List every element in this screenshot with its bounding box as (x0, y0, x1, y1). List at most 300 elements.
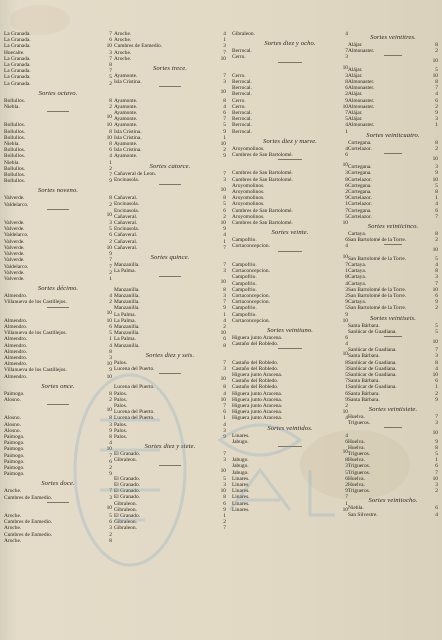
lot-number: 3 (435, 274, 438, 281)
lot-section (4, 220, 112, 282)
lot-number: 3 (345, 54, 348, 61)
lot-number: 7 (345, 207, 348, 214)
lot-number: 9 (109, 427, 112, 434)
lot-number: 10 (342, 409, 348, 416)
lot-number: 7 (435, 469, 438, 476)
lot-number: 5 (435, 182, 438, 189)
place-name: Cortegana. (348, 207, 372, 214)
lot-number: 2 (345, 189, 348, 196)
lot-number: 1 (223, 37, 226, 44)
lot-row (4, 495, 112, 501)
lot-row (232, 439, 348, 445)
place-name: Aroche. (114, 37, 132, 44)
place-name: Cortelazor. (348, 201, 372, 208)
place-name: Cartaya. (348, 261, 367, 268)
place-name: Valverde. (4, 269, 25, 276)
place-name: Alájar. (348, 72, 363, 79)
lot-row (348, 214, 438, 220)
place-name: San Bartolomé de la Torre. (348, 292, 407, 299)
lot-row (232, 220, 348, 226)
lot-number: 8 (435, 359, 438, 366)
place-name: Aroyomolinos. (232, 182, 265, 189)
section-heading: Sortes noveno. (37, 187, 79, 195)
place-name: Huecalte. (4, 49, 25, 56)
lot-number: 8 (435, 79, 438, 86)
lot-number: 8 (109, 97, 112, 104)
lot-number: 9 (223, 506, 226, 513)
lot-number: 1 (345, 384, 348, 391)
place-name: La Granada. (4, 31, 31, 37)
lot-number: 4 (345, 122, 348, 129)
place-name: Aroyomolinos. (232, 213, 265, 220)
lot-section (348, 164, 438, 220)
lot-number: 1 (223, 134, 226, 141)
lot-number: 4 (109, 293, 112, 300)
section-heading: Sortes diez y nueve. (263, 137, 317, 145)
place-name: Niebla. (348, 505, 364, 512)
section-heading: Sortes veintitres. (370, 34, 416, 41)
place-name: Cortegana. (348, 139, 372, 146)
section-total: 10 (342, 351, 348, 358)
lot-number: 5 (223, 201, 226, 208)
lot-section (114, 162, 226, 194)
place-name: Lucena del Puerto. (114, 384, 155, 391)
lot-row (114, 343, 226, 349)
lot-number: 1 (435, 195, 438, 202)
lot-number: 1 (345, 500, 348, 507)
lot-section (114, 64, 226, 96)
lot-number: 7 (109, 488, 112, 495)
lot-number: 2 (223, 147, 226, 154)
lot-number: 10 (220, 55, 226, 62)
lot-number: 6 (223, 110, 226, 117)
lot-number: 7 (223, 116, 226, 123)
place-name: Gibraleon. (114, 506, 137, 513)
place-name: Aroche. (114, 55, 132, 62)
sum-rule (278, 251, 301, 253)
lot-row (114, 177, 226, 183)
lot-number: 1 (345, 268, 348, 275)
section-heading: Sortes veinte. (271, 229, 309, 237)
lot-number: 10 (106, 317, 112, 324)
place-name: Higuera junto Aracena. (232, 371, 283, 378)
lot-number: 3 (223, 79, 226, 86)
lot-number: 10 (342, 506, 348, 513)
place-name: Cumbres de Enmedio. (4, 494, 53, 501)
place-name: Almonaster. (348, 79, 375, 86)
lot-section (114, 31, 226, 62)
lot-number: 10 (342, 103, 348, 110)
place-name: Cartaya. (348, 231, 367, 238)
place-name: Bollullos. (4, 147, 26, 154)
lot-number: 2 (223, 519, 226, 526)
lot-number: 7 (223, 49, 226, 56)
place-name: San Bartolomé de la Torre. (348, 305, 407, 312)
place-name: Paimogo. (4, 433, 25, 440)
lot-row (114, 56, 226, 62)
place-name: Valverde. (4, 195, 25, 202)
lot-row (4, 397, 112, 403)
lot-number: 7 (223, 244, 226, 251)
lot-section (232, 31, 348, 37)
lot-row (4, 276, 112, 282)
place-name: Santa Bárbara. (348, 378, 380, 385)
sum-rule (384, 55, 402, 57)
place-name: Bollullos. (4, 178, 26, 185)
place-name: La Granada. (4, 37, 31, 44)
place-name: Jabugo. (232, 469, 249, 476)
lot-row (232, 243, 348, 249)
place-name: Encinasola. (114, 176, 139, 183)
lot-number: 6 (435, 505, 438, 512)
lot-number: 6 (435, 378, 438, 385)
lot-number: 9 (223, 305, 226, 312)
lot-number: 8 (109, 390, 112, 397)
place-name: Valverde. (4, 238, 25, 245)
place-name: Gibraleon. (232, 31, 255, 37)
lot-number: 5 (109, 74, 112, 81)
place-name: Berrocal. (232, 128, 252, 135)
section-total: 10 (432, 247, 438, 254)
lot-number: 7 (223, 299, 226, 306)
lot-row (114, 268, 226, 274)
section-total: 10 (220, 376, 226, 383)
place-name: Cortelazor. (348, 176, 372, 183)
place-name: Cortaconcepcion. (232, 317, 270, 324)
lot-number: 8 (223, 384, 226, 391)
lot-section (4, 89, 112, 121)
place-name: Niebla. (4, 141, 20, 148)
place-name: Huelva. (348, 481, 365, 488)
lot-number: 7 (109, 172, 112, 179)
place-name: Gibraleon. (114, 457, 137, 464)
sum-rule (384, 336, 402, 338)
lot-number: 2 (223, 213, 226, 220)
lot-number: 8 (109, 62, 112, 69)
place-name: Cortaconcepcion. (232, 299, 270, 306)
place-name: Villanueva de los Castillejos. (4, 299, 67, 306)
place-name: Alosno. (4, 396, 21, 403)
place-name: Palos. (114, 359, 128, 366)
lot-section (4, 31, 112, 87)
lot-number: 2 (435, 103, 438, 110)
place-name: Palos. (114, 421, 128, 428)
lot-number: 6 (345, 237, 348, 244)
lot-row (348, 237, 438, 243)
place-name: Lucena del Puerto. (114, 415, 155, 422)
lot-number: 1 (109, 275, 112, 282)
lot-row (232, 129, 348, 135)
place-name: Almendro. (4, 361, 28, 368)
section-total: 10 (106, 504, 112, 511)
lot-row (232, 341, 348, 347)
place-name: Trigueros. (348, 450, 371, 457)
lot-number: 8 (109, 348, 112, 355)
lot-number: 6 (223, 207, 226, 214)
section-heading: Sortes doce. (41, 480, 75, 488)
lot-number: 4 (223, 103, 226, 110)
section-heading: Sortes veintisiete. (368, 405, 418, 413)
place-name: Cortelazor. (348, 213, 372, 220)
lot-number: 7 (109, 452, 112, 459)
place-name: Berrocal. (232, 110, 252, 117)
place-name: Berrocal. (232, 122, 252, 129)
lot-number: 10 (106, 244, 112, 251)
place-name: Paimogo. (4, 458, 25, 465)
place-name: Alosno. (4, 421, 21, 428)
lot-section (232, 424, 348, 456)
lot-number: 5 (345, 116, 348, 123)
place-name: San Bartolomé de la Torre. (348, 286, 407, 293)
lot-number: 3 (223, 481, 226, 488)
place-name: Valdelarco. (4, 263, 29, 270)
lot-number: 9 (345, 311, 348, 318)
lot-number: 8 (223, 97, 226, 104)
lot-number: 7 (109, 31, 112, 37)
lot-number: 10 (432, 286, 438, 293)
lot-number: 1 (223, 513, 226, 519)
lot-number: 4 (109, 153, 112, 160)
place-name: La Granada. (4, 62, 31, 69)
place-name: Manzanilla. (114, 292, 140, 299)
place-name: Ayamonte. (114, 141, 138, 148)
place-name: Cortegana. (348, 170, 372, 177)
lot-number: 8 (109, 415, 112, 422)
place-name: Valverde. (4, 257, 25, 264)
place-name: Jabugo. (232, 457, 249, 464)
lot-row (232, 31, 348, 37)
place-name: Bollullos. (4, 134, 26, 141)
sum-rule (159, 184, 181, 186)
place-name: Manzanilla. (114, 342, 140, 349)
lot-number: 8 (109, 537, 112, 544)
lot-number: 3 (345, 463, 348, 470)
section-total: 10 (342, 448, 348, 455)
place-name: Berrocal. (232, 85, 252, 92)
place-name: Cortaconcepcion. (232, 243, 270, 250)
place-name: Cumbres de San Bartolomé. (232, 152, 293, 159)
lot-number: 8 (109, 195, 112, 202)
place-name: Bollullos. (4, 128, 26, 135)
lot-row (232, 318, 348, 324)
place-name: Berrocal. (232, 48, 252, 55)
place-name: Alájar. (348, 66, 363, 73)
place-name: Huelva. (348, 438, 365, 445)
place-name: Aroyomolinos. (232, 189, 265, 196)
lot-section (348, 33, 438, 65)
lot-number: 7 (109, 55, 112, 62)
place-name: Trigueros. (348, 463, 371, 470)
place-name: Cartaya. (348, 274, 367, 281)
place-name: Berrocal. (232, 79, 252, 86)
place-name: Sanlúcar de Guadiana. (348, 384, 397, 391)
lot-number: 10 (432, 176, 438, 183)
place-name: Cañaveral de Leon. (114, 170, 157, 177)
section-total: 10 (342, 253, 348, 260)
place-name: Huelva. (348, 444, 365, 451)
lot-number: 3 (109, 421, 112, 428)
lot-number: 7 (223, 402, 226, 409)
section-heading: Sortes veinticinco. (367, 223, 419, 231)
place-name: Castaño del Robledo. (232, 341, 279, 348)
place-name: Santa Bárbara. (348, 390, 380, 397)
lot-row (232, 507, 348, 513)
place-name: Almonaster. (348, 97, 375, 104)
lot-number: 10 (220, 141, 226, 148)
place-name: La Palma. (114, 317, 136, 324)
place-name: Isla Cristina. (114, 79, 142, 86)
lot-number: 8 (223, 494, 226, 501)
text-column-3 (232, 31, 348, 513)
lot-number: 3 (435, 420, 438, 427)
place-name: Gibraleon. (114, 519, 137, 526)
lot-section (348, 439, 438, 495)
place-name: Campofrio. (232, 286, 257, 293)
place-name: Cumbres de Enmedio. (4, 531, 53, 538)
lot-section (4, 415, 112, 477)
place-name: Almonaster. (348, 122, 375, 129)
lot-number: 1 (223, 311, 226, 318)
section-total: 10 (342, 64, 348, 71)
section-total: 10 (342, 162, 348, 169)
place-name: Cumbres de San Bartolomé. (232, 220, 293, 227)
lot-section (232, 170, 348, 226)
lot-number: 8 (435, 268, 438, 275)
place-name: Lucena del Puerto. (114, 409, 155, 416)
lot-row (114, 245, 226, 251)
lot-number: 6 (345, 182, 348, 189)
lot-number: 10 (106, 43, 112, 50)
lot-section (348, 347, 438, 403)
section-heading: Sortes veintiseis. (369, 314, 417, 322)
section-total: 10 (432, 156, 438, 163)
lot-row (114, 457, 226, 463)
place-name: Valverde. (4, 220, 25, 227)
place-name: Cortelazor. (348, 145, 372, 152)
lot-number: 6 (109, 519, 112, 526)
place-name: Sanlúcar de Guadiana. (348, 328, 397, 335)
place-name: Manzanilla. (114, 299, 140, 306)
place-name: Palos. (114, 433, 128, 440)
lot-number: 4 (435, 91, 438, 98)
place-name: Bollullos. (4, 153, 26, 160)
section-total: 10 (106, 407, 112, 414)
lot-number: 5 (345, 305, 348, 312)
sum-rule (278, 62, 301, 64)
lot-number: 7 (435, 85, 438, 92)
lot-number: 6 (435, 207, 438, 214)
lot-number: 3 (435, 164, 438, 171)
lot-number: 10 (220, 330, 226, 337)
place-name: Linares. (232, 432, 250, 439)
sum-rule (278, 446, 301, 448)
lot-section (232, 457, 348, 513)
lot-number: 8 (345, 274, 348, 281)
lot-row (348, 488, 438, 494)
lot-number: 7 (109, 68, 112, 75)
lot-number: 7 (345, 494, 348, 501)
place-name: Bollullos. (4, 172, 26, 179)
lot-number: 8 (109, 141, 112, 148)
lot-number: 7 (223, 525, 226, 532)
lot-section (4, 284, 112, 316)
lot-section (114, 195, 226, 251)
place-name: Trigueros. (348, 488, 371, 495)
section-heading: Sortes diez y ocho. (264, 40, 316, 48)
place-name: Almendro. (4, 336, 28, 343)
place-name: Cañaveral. (114, 238, 138, 245)
lot-number: 7 (223, 73, 226, 80)
place-name: El Granado. (114, 494, 141, 501)
sum-rule (278, 348, 301, 350)
place-name: Cañaveral. (114, 244, 138, 251)
lot-number: 1 (223, 415, 226, 422)
lot-number: 10 (342, 317, 348, 324)
section-heading: Sortes décimo. (37, 285, 79, 293)
lot-number: 7 (435, 413, 438, 420)
sum-rule (47, 502, 69, 504)
place-name: Aroyomolinos. (232, 201, 265, 208)
place-name: Campofrio. (232, 261, 257, 268)
lot-row (114, 366, 226, 372)
lot-number: 7 (435, 213, 438, 220)
place-name: Castaño del Robledo. (232, 359, 279, 366)
place-name: Cartaya. (348, 268, 367, 275)
lot-number: 2 (435, 145, 438, 152)
lot-number: 3 (223, 457, 226, 464)
lot-number: 4 (223, 421, 226, 428)
lot-row (114, 434, 226, 440)
section-total: 10 (220, 467, 226, 474)
lot-number: 9 (435, 110, 438, 117)
lot-number: 2 (435, 48, 438, 55)
lot-number: 5 (223, 122, 226, 129)
place-name: Alájar. (348, 116, 363, 123)
lot-number: 8 (435, 189, 438, 196)
place-name: Alájar. (348, 110, 363, 117)
lot-number: 10 (432, 371, 438, 378)
lot-section (232, 228, 348, 260)
lot-number: 8 (345, 79, 348, 86)
sum-rule (159, 373, 181, 375)
lot-number: 1 (435, 457, 438, 464)
lot-number: 5 (109, 513, 112, 519)
place-name: La Granada. (4, 68, 31, 75)
lot-section (232, 360, 348, 422)
lot-number: 7 (223, 451, 226, 458)
lot-number: 2 (109, 80, 112, 87)
lot-number: 7 (223, 262, 226, 269)
lot-section (114, 442, 226, 474)
lot-number: 6 (109, 458, 112, 465)
place-name: Cortegana. (348, 189, 372, 196)
lot-number: 9 (223, 433, 226, 440)
place-name: El Granado. (114, 481, 141, 488)
place-name: Sanlúcar de Guadiana. (348, 371, 397, 378)
lot-row (4, 299, 112, 305)
lot-number: 4 (345, 145, 348, 152)
lot-number: 6 (435, 292, 438, 299)
place-name: Almendro. (4, 317, 28, 324)
section-total: 10 (220, 89, 226, 96)
lot-number: 3 (109, 49, 112, 56)
place-name: Ayamonte. (114, 116, 138, 123)
lot-number: 1 (223, 238, 226, 245)
place-name: Campofrio. (232, 237, 257, 244)
lot-number: 2 (109, 396, 112, 403)
sum-rule (47, 111, 69, 113)
lot-number: 3 (109, 354, 112, 361)
